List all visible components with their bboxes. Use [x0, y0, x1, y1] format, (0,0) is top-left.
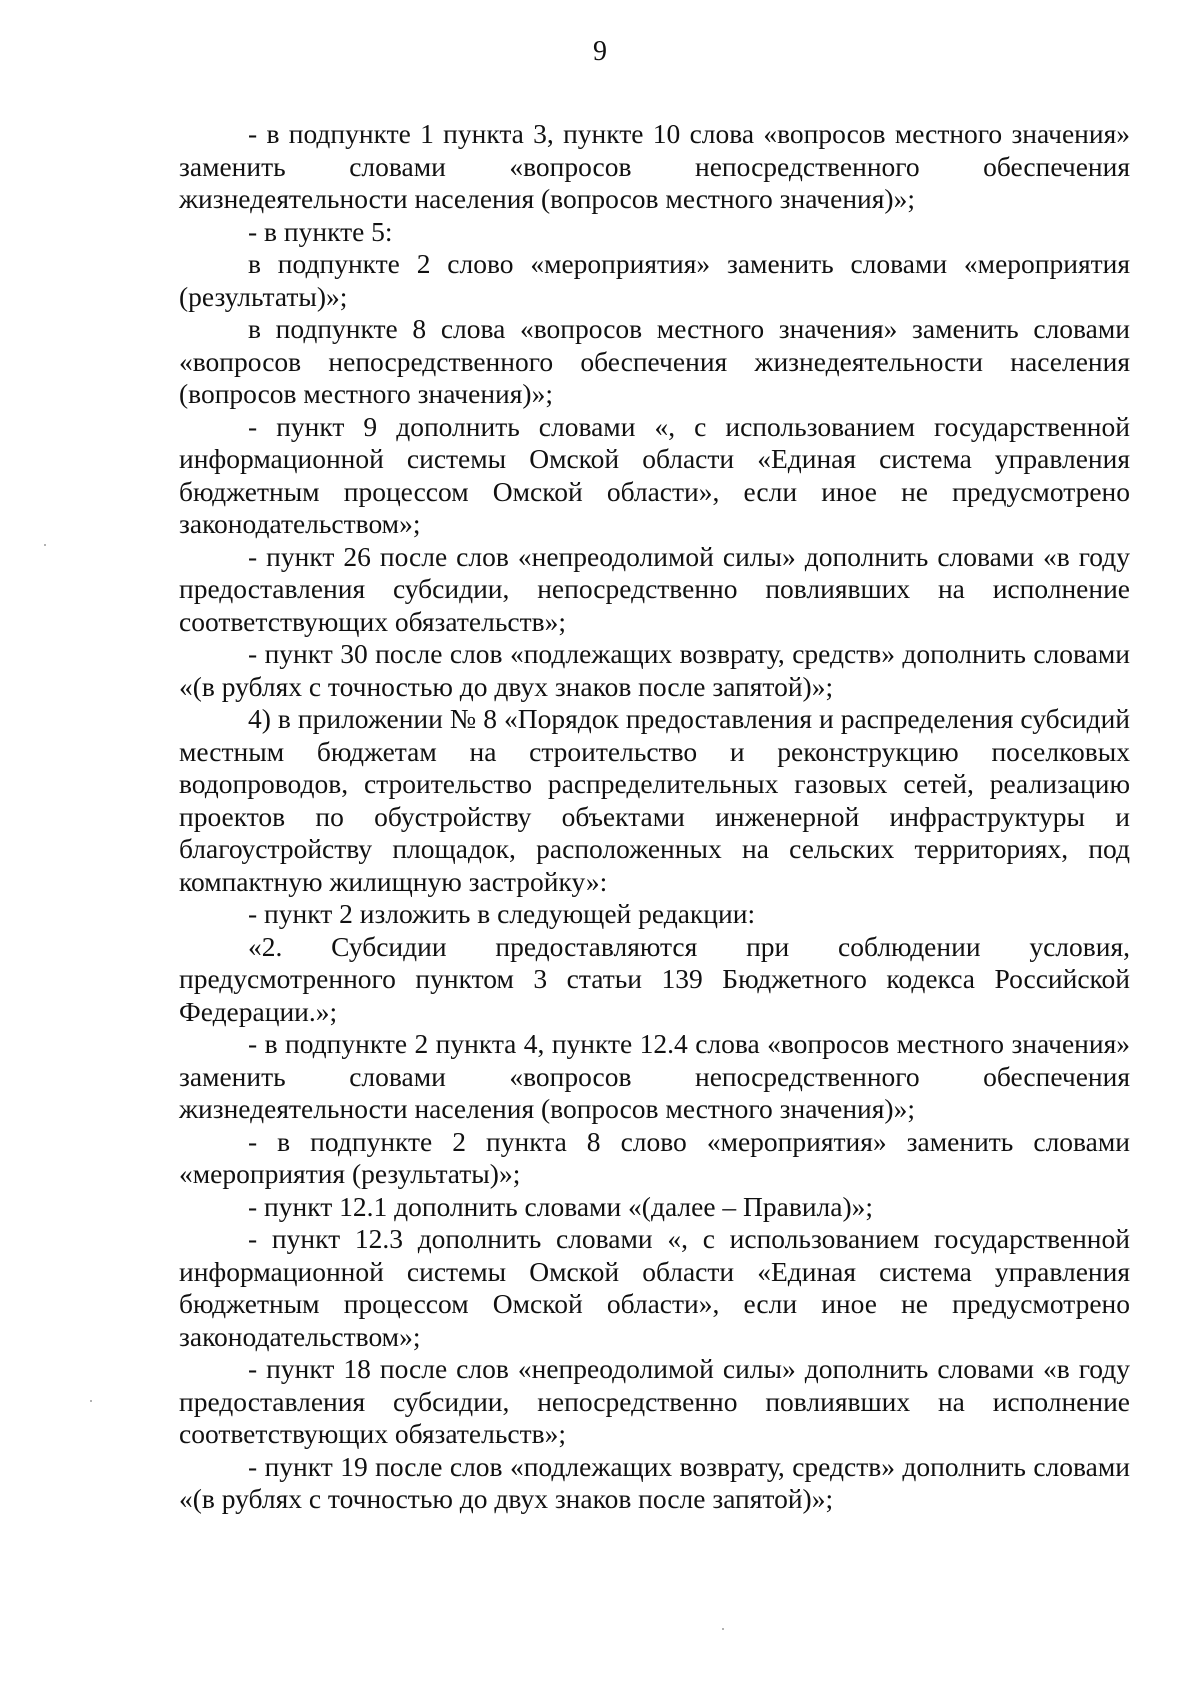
paragraph-6: - пункт 26 после слов «непреодолимой силы» дополнить словами «в году предоставления субсидии, непосредственно повлиявших на исполнение соответствующих обязательств»;: [179, 540, 1130, 637]
paragraph-10: «2. Субсидии предоставляются при соблюдении условия, предусмотренного пунктом 3 статьи 139 Бюджетного кодекса Российской Федерации.»;: [179, 930, 1130, 1027]
scan-speck: [44, 544, 46, 546]
paragraph-1: - в подпункте 1 пункта 3, пункте 10 слова «вопросов местного значения» заменить словами «вопросов непосредственного обеспечения жизнедеятельности населения (вопросов местного значения)»;: [179, 118, 1130, 214]
paragraph-7: - пункт 30 после слов «подлежащих возврату, средств» дополнить словами «(в рублях с точностью до двух знаков после запятой)»;: [179, 638, 1130, 702]
paragraph-8: 4) в приложении № 8 «Порядок предоставления и распределения субсидий местным бюджетам на строительство и реконструкцию поселковых водопроводов, строительство распределительных газовых сетей, реализацию проектов по обустройству объектами инженерной инфраструктуры и благоустройству площадок, расположенных на сельских территориях, под компактную жилищную застройку»:: [179, 703, 1130, 897]
paragraph-3: в подпункте 2 слово «мероприятия» заменить словами «мероприятия (результаты)»;: [179, 248, 1130, 312]
paragraph-9: - пункт 2 изложить в следующей редакции:: [248, 898, 756, 929]
paragraph-2: - в пункте 5:: [248, 215, 393, 247]
paragraph-16: - пункт 19 после слов «подлежащих возврату, средств» дополнить словами «(в рублях с точностью до двух знаков после запятой)»;: [179, 1450, 1130, 1514]
paragraph-4: в подпункте 8 слова «вопросов местного значения» заменить словами «вопросов непосредственного обеспечения жизнедеятельности населения (вопросов местного значения)»;: [179, 313, 1130, 409]
paragraph-11: - в подпункте 2 пункта 4, пункте 12.4 слова «вопросов местного значения» заменить словами «вопросов непосредственного обеспечения жизнедеятельности населения (вопросов местного значения)»;: [179, 1028, 1130, 1124]
paragraph-5: - пункт 9 дополнить словами «, с использованием государственной информационной системы Омской области «Единая система управления бюджетным процессом Омской области», если иное не предусмотрено законодательством»;: [179, 410, 1130, 539]
page-number: 9: [593, 36, 607, 67]
document-body: [179, 118, 1130, 1516]
paragraph-14: - пункт 12.3 дополнить словами «, с использованием государственной информационной системы Омской области «Единая система управления бюджетным процессом Омской области», если иное не предусмотрено законодательством»;: [179, 1223, 1130, 1352]
paragraph-15: - пункт 18 после слов «непреодолимой силы» дополнить словами «в году предоставления субсидии, непосредственно повлиявших на исполнение соответствующих обязательств»;: [179, 1353, 1130, 1449]
scan-speck: [722, 1628, 724, 1630]
paragraph-12: - в подпункте 2 пункта 8 слово «мероприятия» заменить словами «мероприятия (результаты)»;: [179, 1125, 1130, 1189]
scan-speck: [90, 1400, 92, 1402]
paragraph-13: - пункт 12.1 дополнить словами «(далее – Правила)»;: [248, 1190, 874, 1222]
